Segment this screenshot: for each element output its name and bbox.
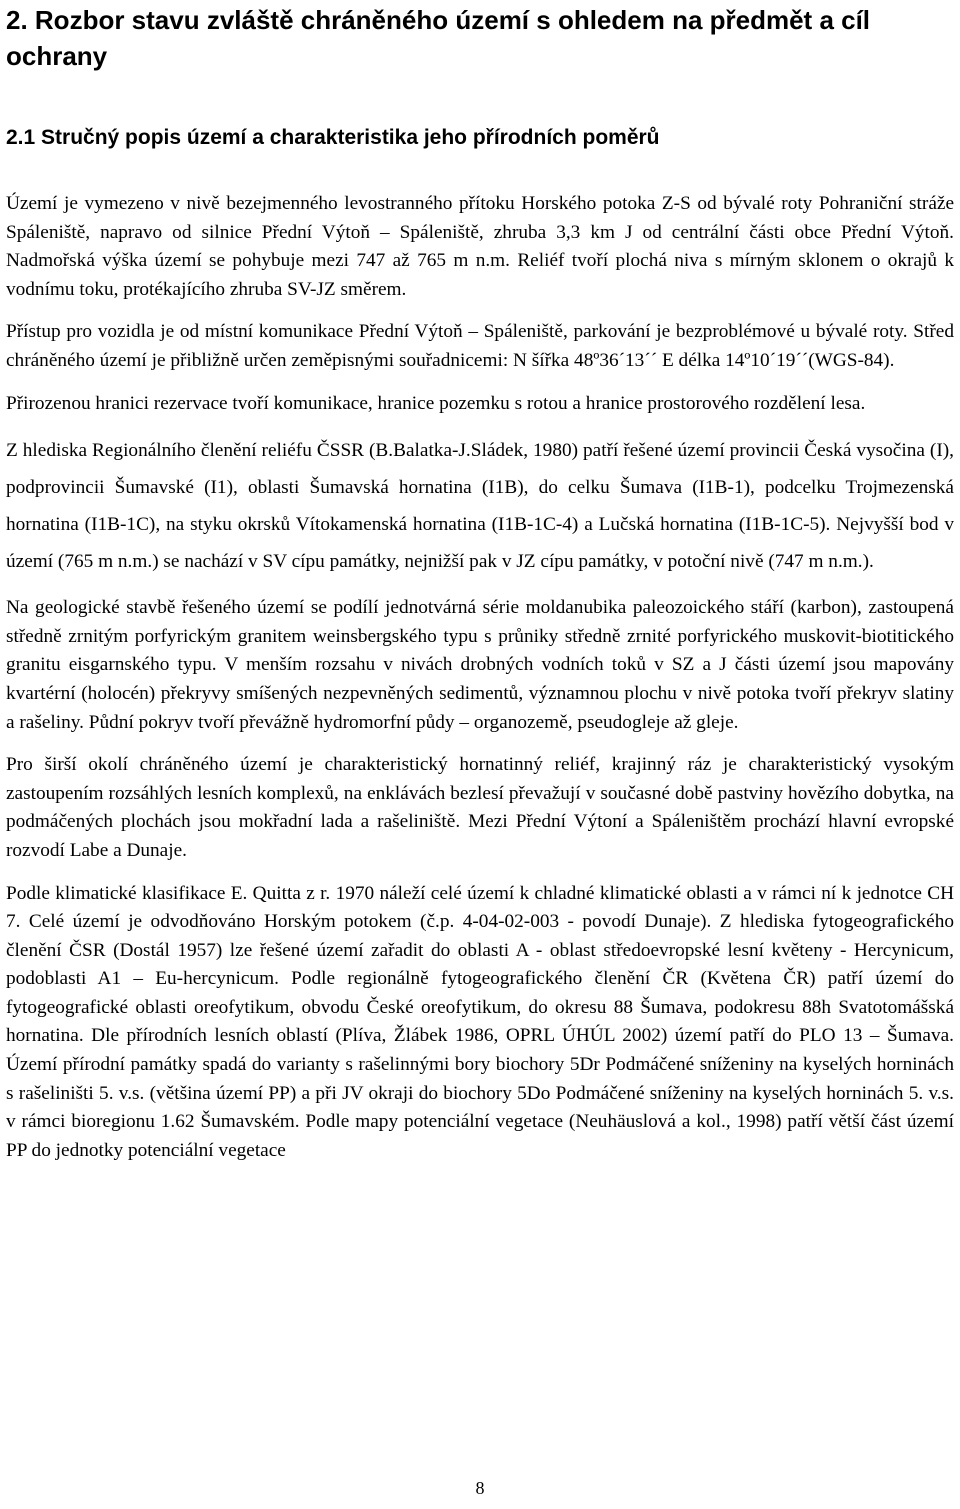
paragraph: Území je vymezeno v nivě bezejmenného levostranného přítoku Horského potoka Z-S od bývalé roty Pohraniční stráže Spáleniště, napravo od silnice Přední Výtoň – Spáleniště, zhruba 3,3 km J od centrální části obce Přední Výtoň. Nadmořská výška území se pohybuje mezi 747 až 765 m n.m. Reliéf tvoří plochá niva s mírným sklonem o okrajů k vodnímu toku, protékajícího zhruba SV-JZ směrem. bbox=[6, 193, 954, 300]
paragraph: Přirozenou hranici rezervace tvoří komunikace, hranice pozemku s rotou a hranice prostorového rozdělení lesa. bbox=[6, 392, 866, 414]
body-text bbox=[6, 190, 954, 1165]
page-number: 8 bbox=[475, 1478, 485, 1498]
paragraph: Podle klimatické klasifikace E. Quitta z r. 1970 náleží celé území k chladné klimatické oblasti a v rámci ní k jednotce CH 7. Celé území je odvodňováno Horským potokem (č.p. 4-04-02-003 - povodí Dunaje). Z hlediska fytogeografického členění ČSR (Dostál 1957) lze řešené území zařadit do oblasti A - oblast středoevropské lesní květeny - Hercynicum, podoblasti A1 – Eu-hercynicum. Podle regionálně fytogeografického členění ČR (Květena ČR) patří území do fytogeografické oblasti oreofytikum, obvodu České oreofytikum, do okresu 88 Šumava, podokresu 88h Svatotomášská hornatina. Dle přírodních lesních oblastí (Plíva, Žlábek 1986, OPRL ÚHÚL 2002) území patří do PLO 13 – Šumava. Území přírodní památky spadá do varianty s rašelinnými bory biochory 5Dr Podmáčené sníženiny na kyselých horninách s rašeliništi 5. v.s. (většina území PP) a při JV okraji do biochory 5Do Podmáčené sníženiny na kyselých horninách 5. v.s. v rámci bioregionu 1.62 Šumavském. Podle mapy potenciální vegetace (Neuhäuslová a kol., 1998) patří větší část území PP do jednotky potenciální vegetace bbox=[6, 882, 954, 1161]
subsection-heading: 2.1 Stručný popis území a charakteristika jeho přírodních poměrů bbox=[6, 126, 660, 149]
paragraph: Na geologické stavbě řešeného území se podílí jednotvárná série moldanubika paleozoického stáří (karbon), zastoupená středně zrnitým porfyrickým granitem weinsbergského typu s průniky středně zrnité porfyrického muskovit-biotitického granitu eisgarnského typu. V menším rozsahu v nivách drobných vodních toků v SZ a J části území jsou mapovány kvartérní (holocén) překryvy smíšených nezpevněných sedimentů, významnou plochu v nivě potoka tvoří překryv slatiny a rašeliny. Půdní pokryv tvoří převážně hydromorfní půdy – organozemě, pseudogleje až gleje. bbox=[6, 597, 954, 733]
paragraph: Přístup pro vozidla je od místní komunikace Přední Výtoň – Spáleniště, parkování je bezproblémové u bývalé roty. Střed chráněného území je přibližně určen zeměpisnými souřadnicemi: N šířka 48º36´13´´ E délka 14º10´19´´(WGS-84). bbox=[6, 321, 954, 371]
paragraph: Z hlediska Regionálního členění reliéfu ČSSR (B.Balatka-J.Sládek, 1980) patří řešené území provincii Česká vysočina (I), podprovincii Šumavské (I1), oblasti Šumavská hornatina (I1B), do celku Šumava (I1B-1), podcelku Trojmezenská hornatina (I1B-1C), na styku okrsků Vítokamenská hornatina (I1B-1C-4) a Lučská hornatina (I1B-1C-5). Nejvyšší bod v území (765 m n.m.) se nachází v SV cípu památky, nejnižší pak v JZ cípu památky, v potoční nivě (747 m n.m.). bbox=[6, 440, 954, 573]
section-heading: 2. Rozbor stavu zvláště chráněného území s ohledem na předmět a cíl ochrany bbox=[6, 5, 871, 71]
paragraph: Pro širší okolí chráněného území je charakteristický hornatinný reliéf, krajinný ráz je charakteristický vysokým zastoupením rozsáhlých lesních komplexů, na enklávách bezlesí převažují v současné době pastviny hovězího dobytka, na podmáčených plochách jsou mokřadní lada a rašeliniště. Mezi Přední Výtoní a Spáleništěm prochází hlavní evropské rozvodí Labe a Dunaje. bbox=[6, 754, 954, 861]
